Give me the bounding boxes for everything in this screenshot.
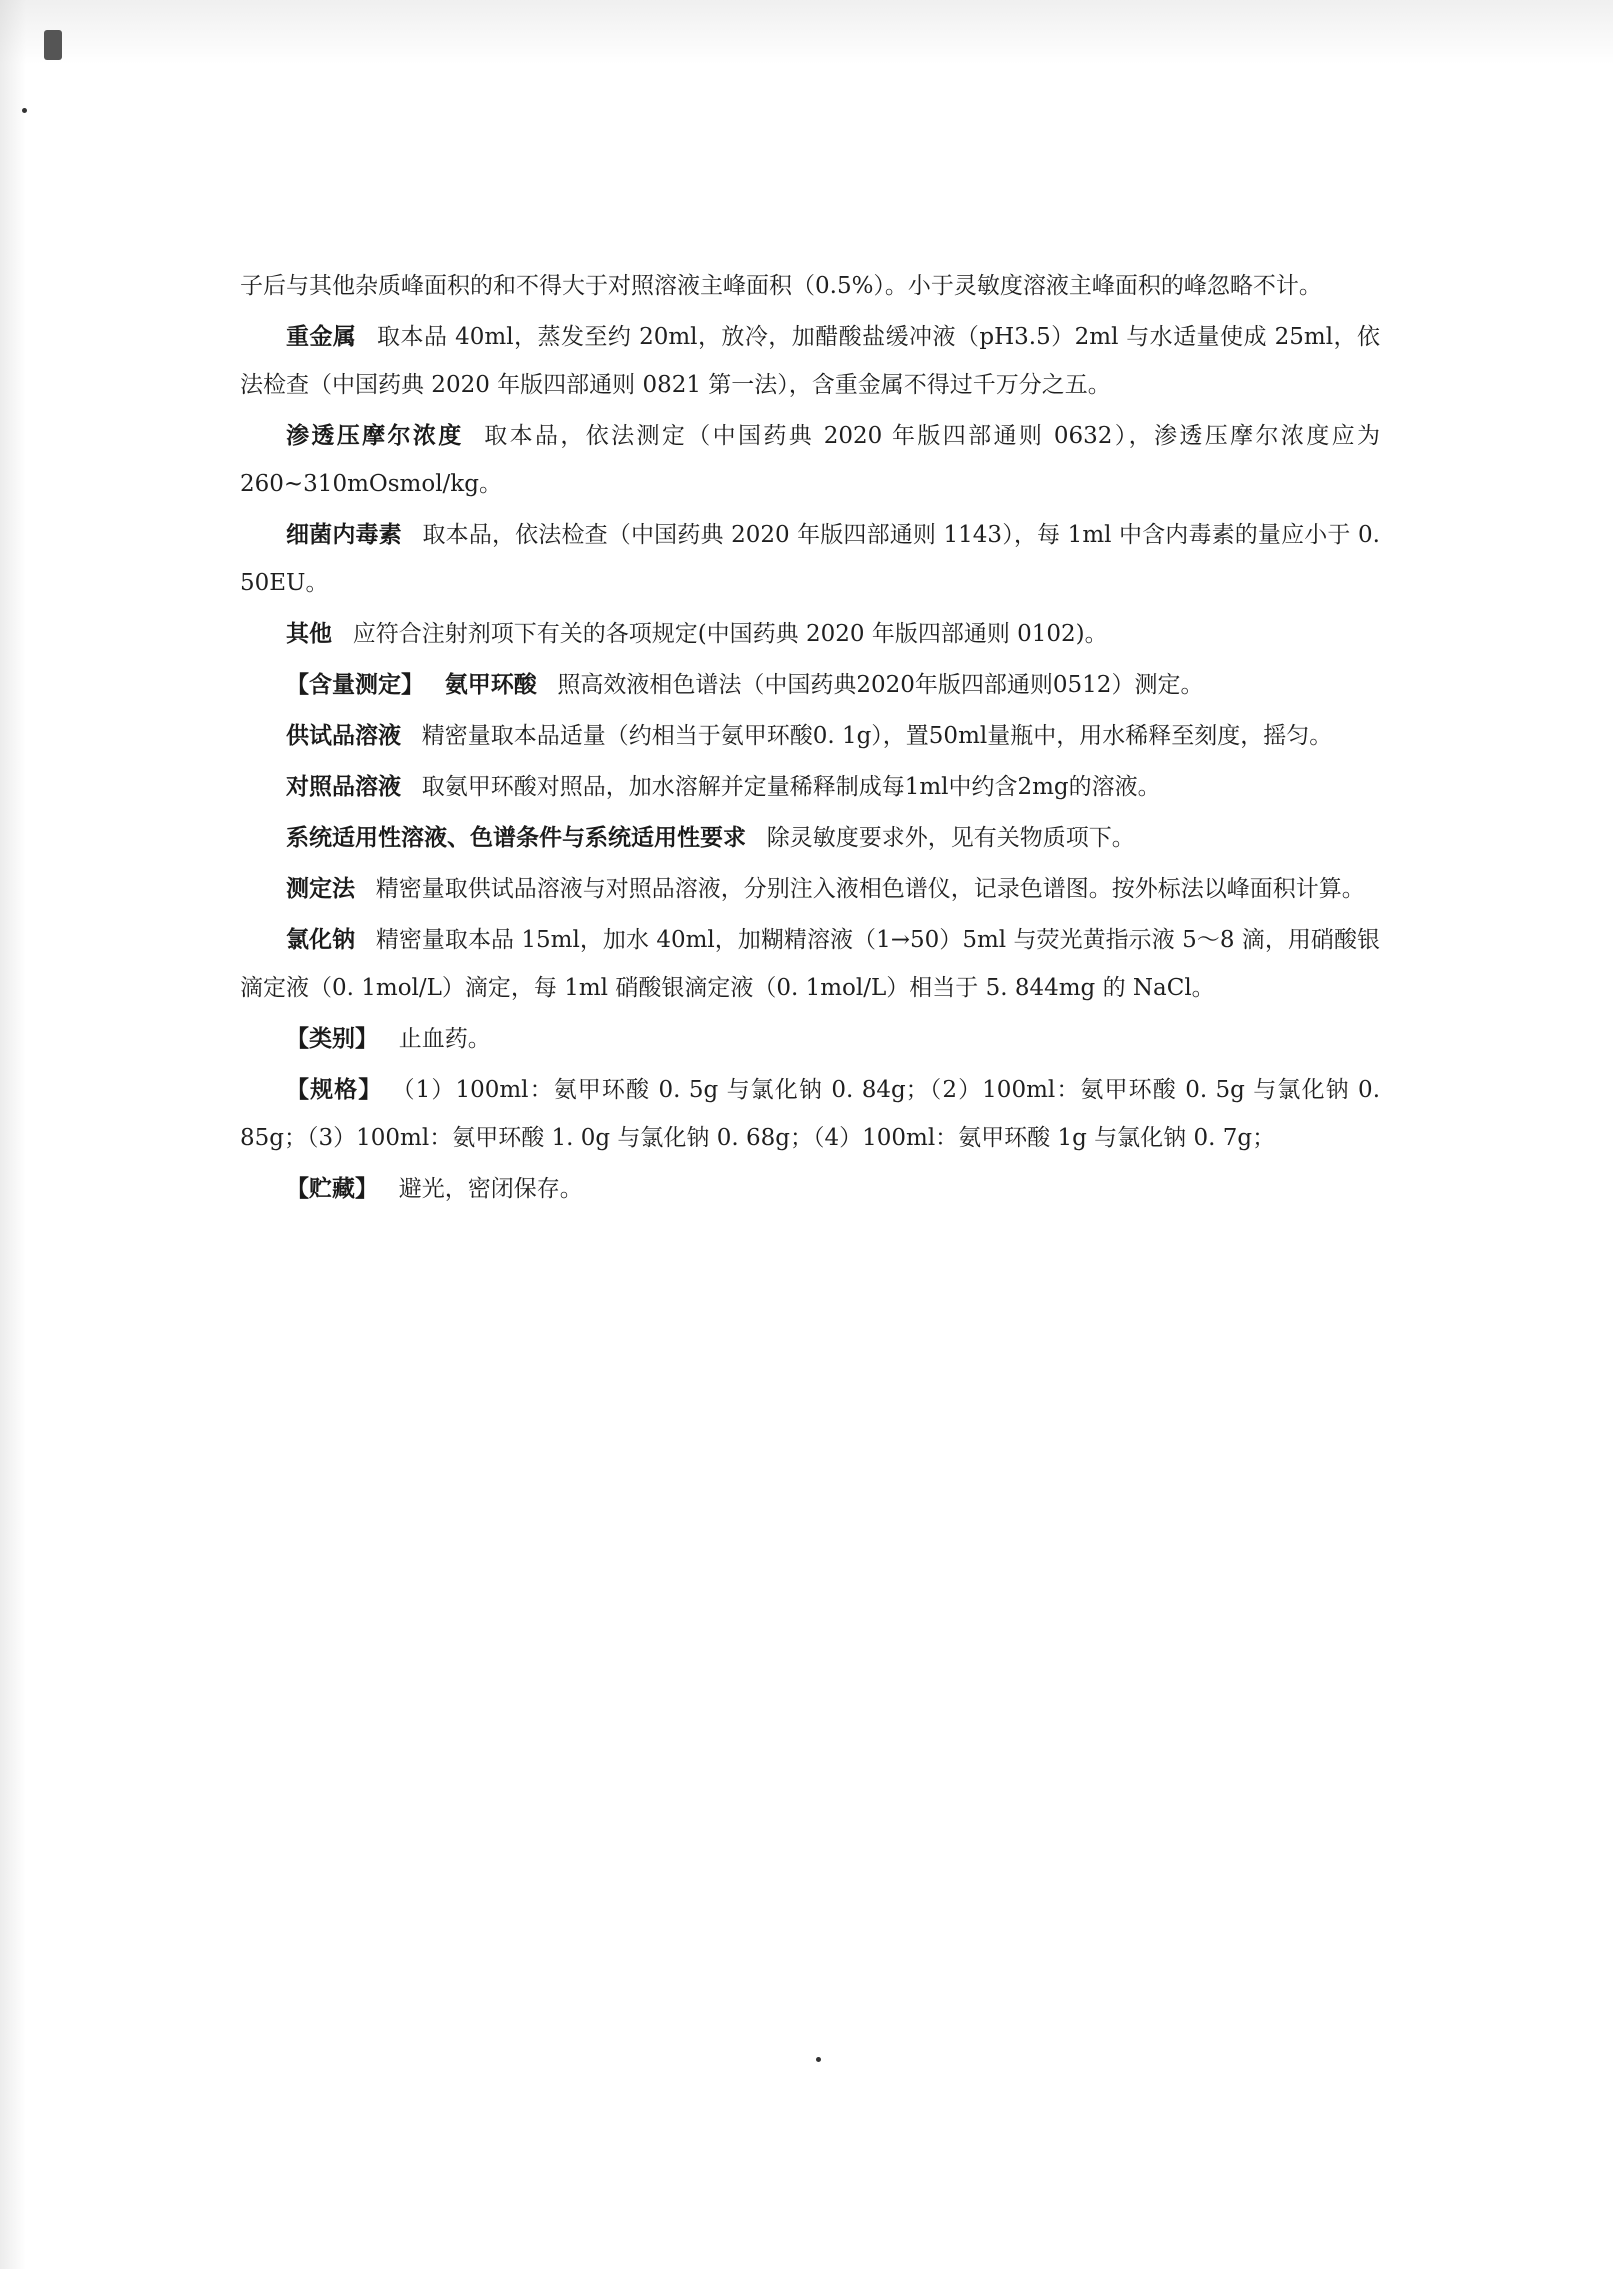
osmolality-text: 取本品，依法测定（中国药典 2020 年版四部通则 0632），渗透压摩尔浓度应为 260~310mOsmol/kg。 — [240, 423, 1381, 497]
osmolality-term: 渗透压摩尔浓度 — [286, 423, 464, 449]
sodium-chloride-text: 精密量取本品 15ml，加水 40ml，加糊精溶液（1→50）5ml 与荧光黄指示液 5～8 滴，用硝酸银滴定液（0. 1mol/L）滴定，每 1ml 硝酸银滴定液（0. 1mol/L）相当于 5. 844mg 的 NaCl。 — [240, 927, 1381, 1001]
storage-paragraph — [240, 1165, 1380, 1213]
method-text: 精密量取供试品溶液与对照品溶液，分别注入液相色谱仪，记录色谱图。按外标法以峰面积计算。 — [375, 876, 1365, 902]
specification-text: （1）100ml：氨甲环酸 0. 5g 与氯化钠 0. 84g；（2）100ml：氨甲环酸 0. 5g 与氯化钠 0. 85g；（3）100ml：氨甲环酸 1. 0g 与氯化钠 0. 68g；（4）100ml：氨甲环酸 1g 与氯化钠 0. 7g； — [240, 1077, 1381, 1151]
sodium-chloride-term: 氯化钠 — [286, 927, 356, 953]
specification-section-heading: 【规格】 — [286, 1077, 383, 1103]
sodium-chloride-paragraph — [240, 916, 1380, 1012]
osmolality-paragraph — [240, 412, 1380, 508]
reference-solution-term: 对照品溶液 — [286, 774, 401, 800]
system-suitability-term: 系统适用性溶液、色谱条件与系统适用性要求 — [286, 825, 746, 851]
scan-shadow-top — [0, 0, 1613, 64]
method-paragraph — [240, 865, 1380, 913]
reference-solution-paragraph — [240, 763, 1380, 811]
assay-section-heading: 【含量测定】 — [286, 672, 424, 698]
heavy-metals-text: 取本品 40ml，蒸发至约 20ml，放冷，加醋酸盐缓冲液（pH3.5）2ml 与水适量使成 25ml，依法检查（中国药典 2020 年版四部通则 0821 第一法），含重金属不得过千万分之五。 — [240, 324, 1380, 398]
category-text: 止血药。 — [398, 1026, 491, 1052]
category-section-heading: 【类别】 — [286, 1026, 378, 1052]
storage-text: 避光，密闭保存。 — [398, 1176, 583, 1202]
document-page — [240, 262, 1380, 1216]
assay-paragraph — [240, 661, 1380, 709]
assay-text: 照高效液相色谱法（中国药典2020年版四部通则0512）测定。 — [557, 672, 1204, 698]
storage-section-heading: 【贮藏】 — [286, 1176, 378, 1202]
endotoxin-paragraph — [240, 511, 1380, 607]
scan-speck — [22, 108, 27, 113]
system-suitability-text: 除灵敏度要求外，见有关物质项下。 — [766, 825, 1135, 851]
test-solution-term: 供试品溶液 — [286, 723, 401, 749]
other-paragraph — [240, 610, 1380, 658]
assay-term: 氨甲环酸 — [444, 672, 537, 698]
other-text: 应符合注射剂项下有关的各项规定(中国药典 2020 年版四部通则 0102)。 — [352, 621, 1108, 647]
reference-solution-text: 取氨甲环酸对照品，加水溶解并定量稀释制成每1ml中约含2mg的溶液。 — [421, 774, 1161, 800]
scan-speck — [816, 2057, 821, 2062]
system-suitability-paragraph — [240, 814, 1380, 862]
scan-corner-mark — [44, 30, 62, 60]
heavy-metals-term: 重金属 — [286, 324, 357, 350]
method-term: 测定法 — [286, 876, 355, 902]
test-solution-paragraph — [240, 712, 1380, 760]
category-paragraph — [240, 1015, 1380, 1063]
continuation-paragraph: 子后与其他杂质峰面积的和不得大于对照溶液主峰面积（0.5%）。小于灵敏度溶液主峰面积的峰忽略不计。 — [240, 273, 1322, 299]
endotoxin-text: 取本品，依法检查（中国药典 2020 年版四部通则 1143），每 1ml 中含内毒素的量应小于 0. 50EU。 — [240, 522, 1380, 596]
other-term: 其他 — [286, 621, 332, 647]
test-solution-text: 精密量取本品适量（约相当于氨甲环酸0. 1g），置50ml量瓶中，用水稀释至刻度，摇匀。 — [421, 723, 1333, 749]
endotoxin-term: 细菌内毒素 — [286, 522, 402, 548]
scan-shadow-left — [0, 0, 26, 2269]
specification-paragraph — [240, 1066, 1380, 1162]
heavy-metals-paragraph — [240, 313, 1380, 409]
